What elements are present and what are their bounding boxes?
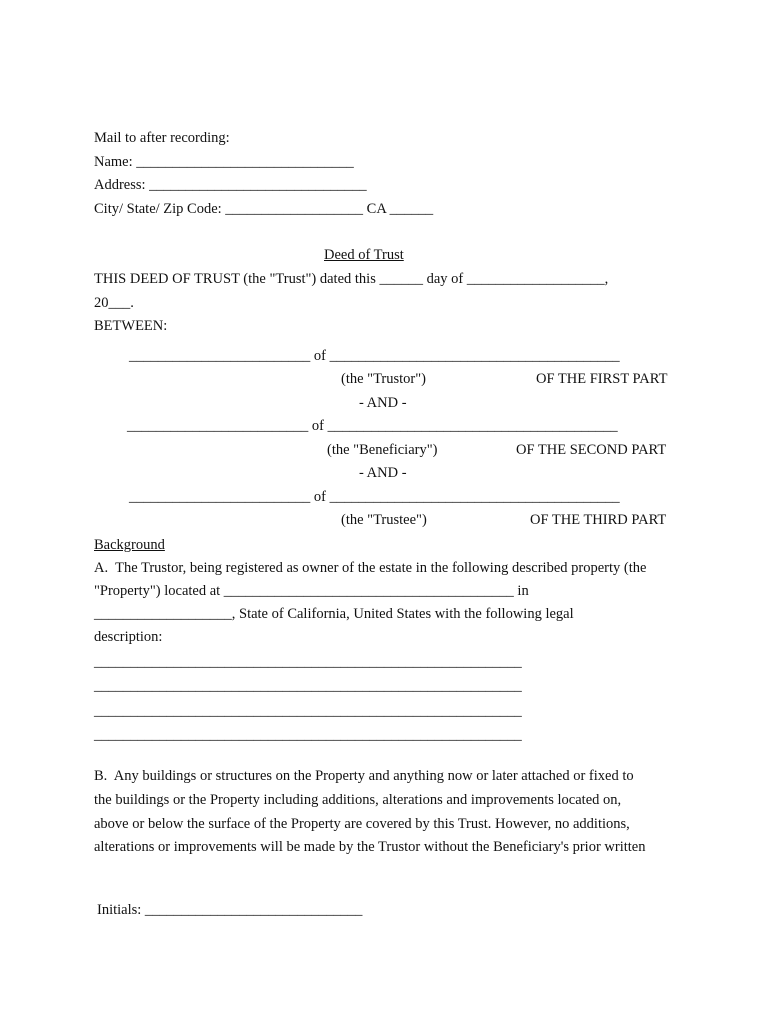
trustor-part: OF THE FIRST PART	[536, 371, 668, 387]
intro-line-1: THIS DEED OF TRUST (the "Trust") dated this ______ day of ___________________,	[94, 271, 609, 287]
paragraph-a-line-2: "Property") located at ________________________________________ in	[94, 583, 529, 599]
mail-header: Mail to after recording:	[94, 130, 230, 146]
beneficiary-line: _________________________ of ________________________________________	[127, 418, 618, 434]
description-blank-4: ___________________________________________________________	[94, 727, 522, 743]
trustee-part: OF THE THIRD PART	[530, 512, 667, 528]
trustor-line: _________________________ of ________________________________________	[129, 348, 620, 364]
and-separator-2: - AND -	[359, 465, 407, 481]
description-blank-1: ___________________________________________________________	[94, 654, 522, 670]
paragraph-a-line-1: A. The Trustor, being registered as owner of the estate in the following described property (the	[94, 560, 647, 576]
beneficiary-part: OF THE SECOND PART	[516, 442, 667, 458]
intro-line-2: 20___.	[94, 295, 134, 311]
trustor-role: (the "Trustor")	[341, 371, 427, 387]
paragraph-b-line-3: above or below the surface of the Property are covered by this Trust. However, no additions,	[94, 816, 630, 832]
initials-field: Initials: ______________________________	[97, 902, 363, 918]
between-label: BETWEEN:	[94, 318, 168, 334]
paragraph-a-line-4: description:	[94, 629, 163, 645]
description-blank-2: ___________________________________________________________	[94, 678, 522, 694]
paragraph-b-line-4: alterations or improvements will be made by the Trustor without the Beneficiary's prior written	[94, 839, 646, 855]
paragraph-a-line-3: ___________________, State of California, United States with the following legal	[94, 606, 574, 622]
document-title: Deed of Trust	[324, 247, 404, 263]
trustee-line: _________________________ of ________________________________________	[129, 489, 620, 505]
paragraph-b-line-1: B. Any buildings or structures on the Property and anything now or later attached or fixed to	[94, 768, 634, 784]
mail-address-field: Address: ______________________________	[94, 177, 367, 193]
mail-city-field: City/ State/ Zip Code: ___________________ CA ______	[94, 201, 434, 217]
and-separator-1: - AND -	[359, 395, 407, 411]
mail-name-field: Name: ______________________________	[94, 154, 354, 170]
trustee-role: (the "Trustee")	[341, 512, 427, 528]
background-heading: Background	[94, 537, 165, 553]
paragraph-b-line-2: the buildings or the Property including additions, alterations and improvements located on,	[94, 792, 622, 808]
beneficiary-role: (the "Beneficiary")	[327, 442, 438, 458]
description-blank-3: ___________________________________________________________	[94, 703, 522, 719]
